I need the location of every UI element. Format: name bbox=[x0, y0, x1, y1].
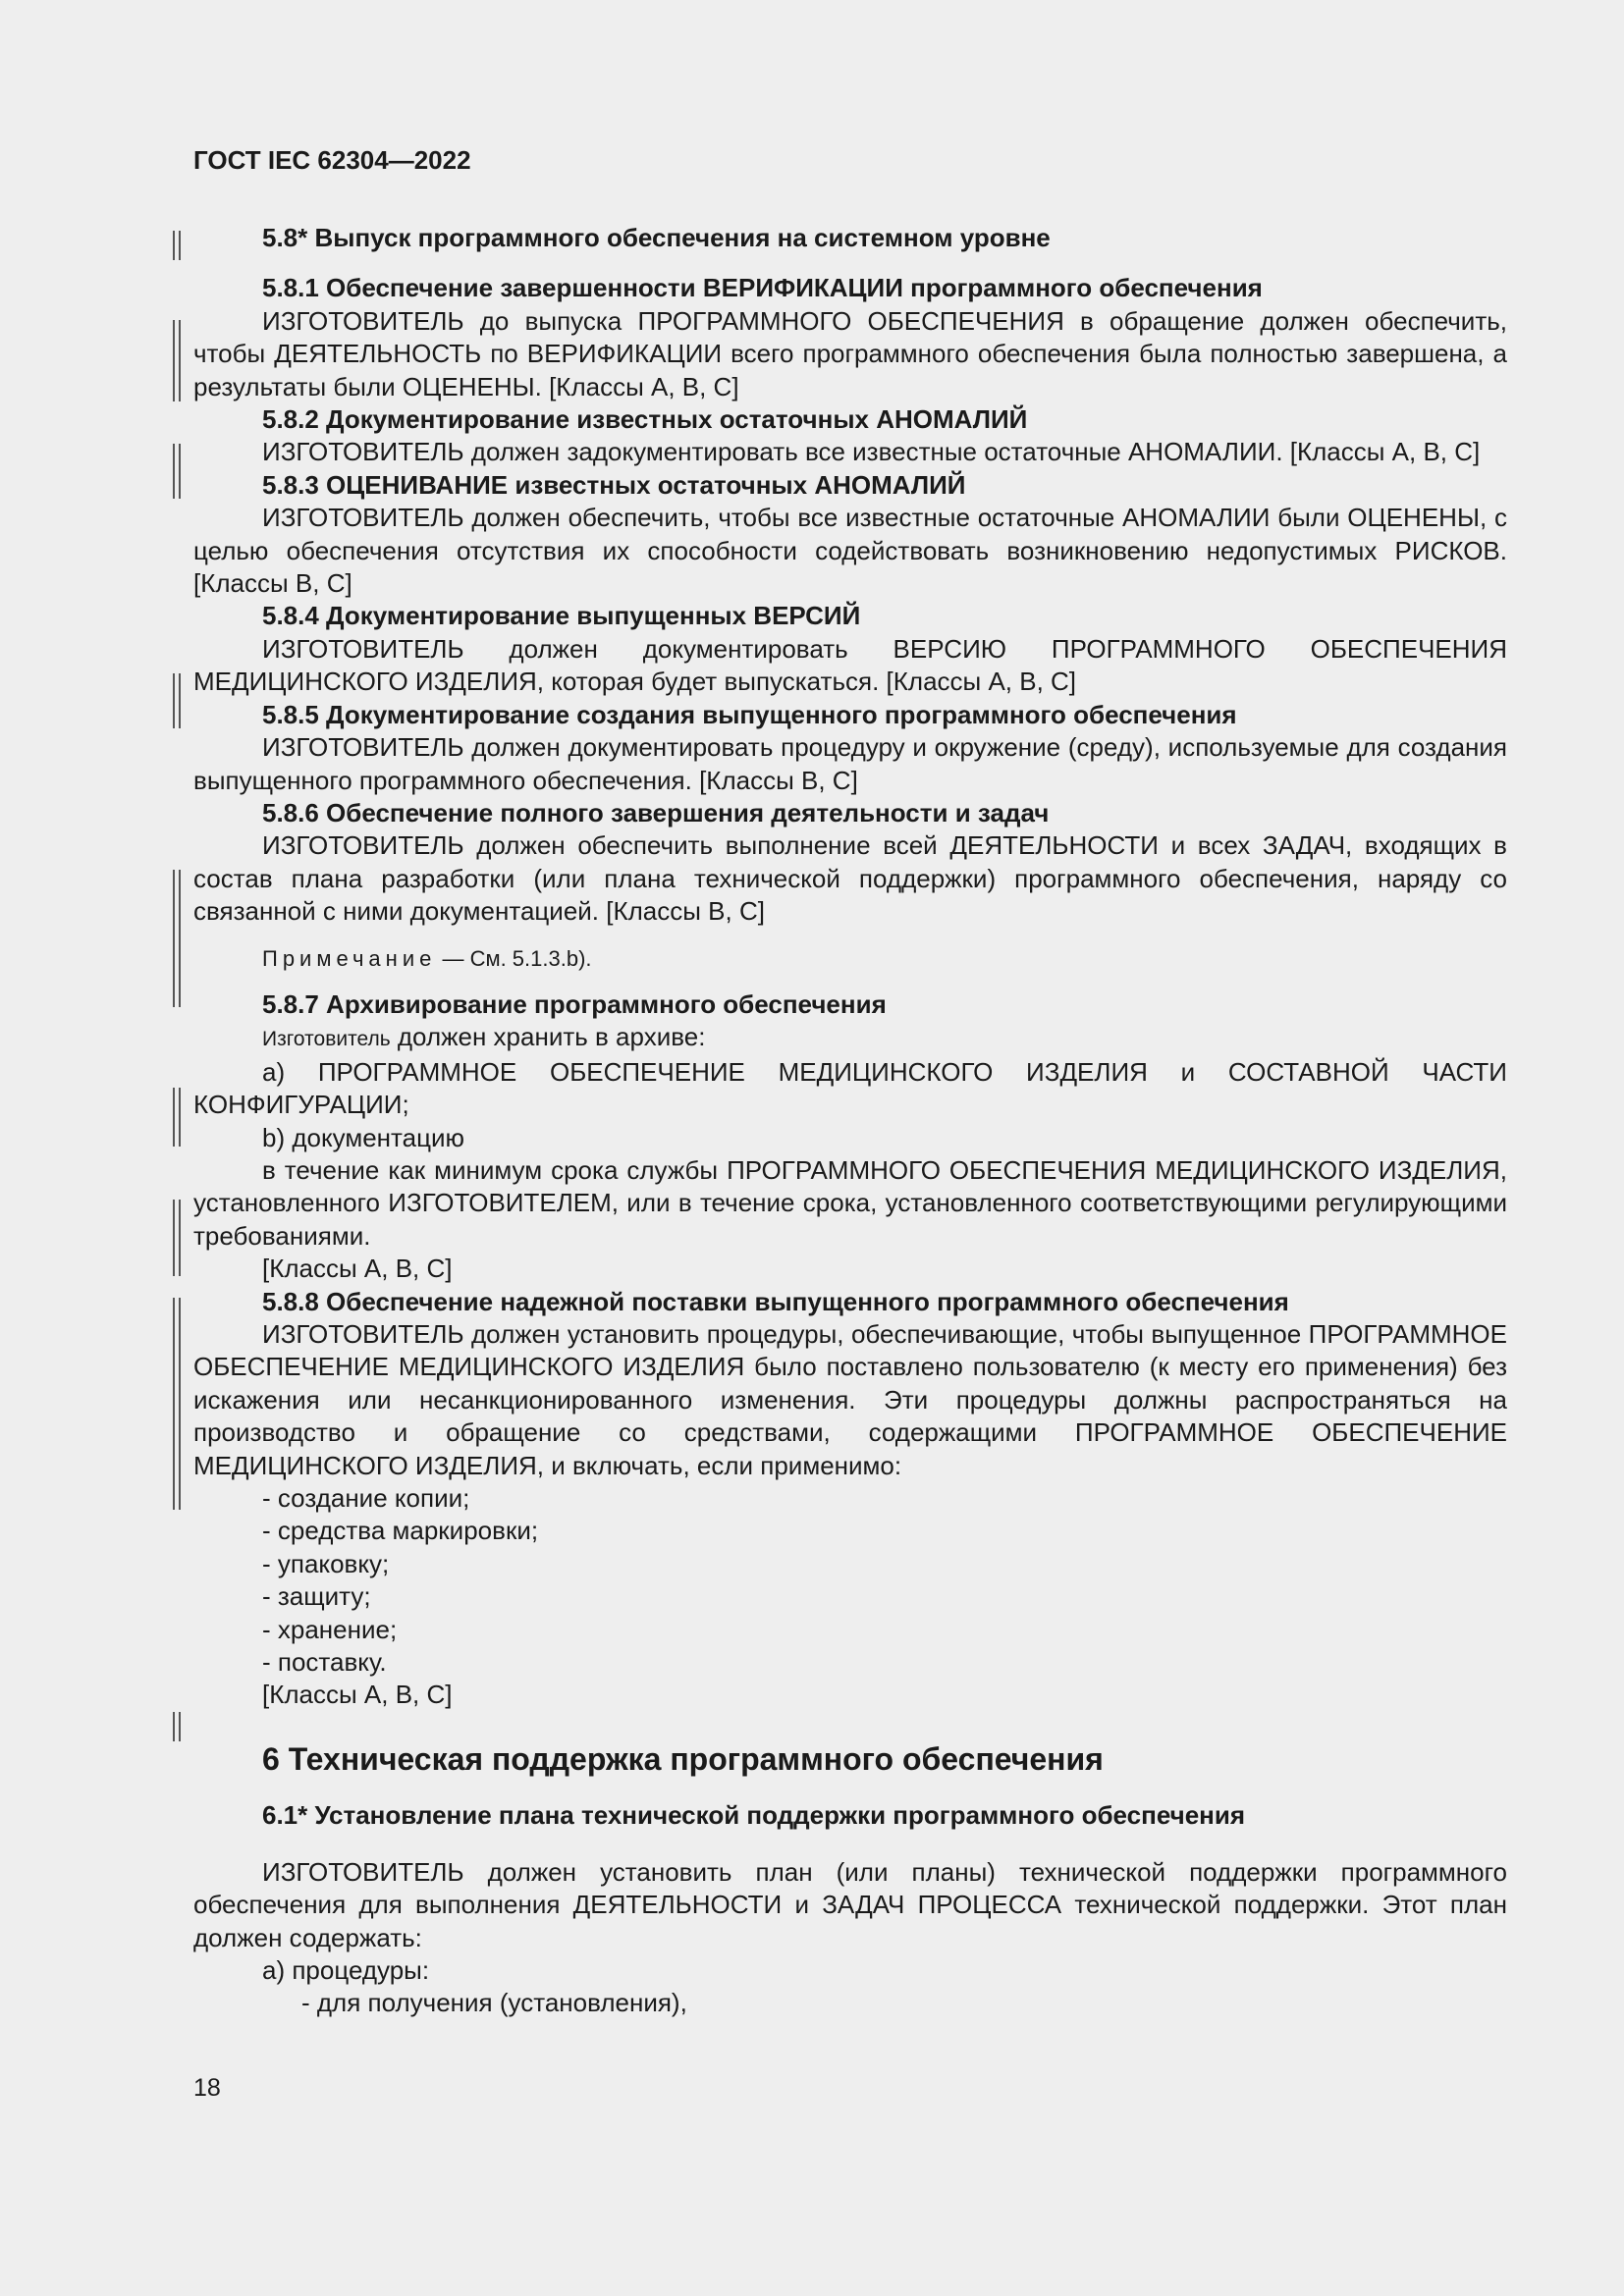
section-5-8-8-classes: [Классы А, В, С] bbox=[262, 1680, 453, 1710]
revision-bar bbox=[173, 444, 183, 499]
document-body bbox=[193, 222, 1507, 2020]
page-number: 18 bbox=[193, 2074, 221, 2102]
list-item-a: a) ПРОГРАММНОЕ ОБЕСПЕЧЕНИЕ МЕДИЦИНСКОГО ИЗДЕЛИЯ и СОСТАВНОЙ ЧАСТИ КОНФИГУРАЦИИ; bbox=[193, 1056, 1507, 1120]
revision-bar bbox=[173, 870, 183, 1007]
list-item: - поставку. bbox=[262, 1647, 387, 1678]
revision-bar bbox=[173, 1298, 183, 1510]
section-5-8-3-heading: 5.8.3 ОЦЕНИВАНИЕ известных остаточных АНОМАЛИЙ bbox=[262, 469, 966, 500]
section-5-8-5-heading: 5.8.5 Документирование создания выпущенного программного обеспечения bbox=[262, 699, 1237, 729]
section-6-heading: 6 Техническая поддержка программного обеспечения bbox=[262, 1740, 1104, 1777]
note-label: Примечание bbox=[262, 945, 437, 971]
section-5-8-6-heading: 5.8.6 Обеспечение полного завершения деятельности и задач bbox=[262, 797, 1050, 828]
section-5-8-6-text: ИЗГОТОВИТЕЛЬ должен обеспечить выполнение всей ДЕЯТЕЛЬНОСТИ и всех ЗАДАЧ, входящих в состав плана разработки (или плана технической поддержки) программного обеспечения, наряду со связанной с ними документацией. [Классы В, С] bbox=[193, 830, 1507, 927]
section-5-8-heading: 5.8* Выпуск программного обеспечения на системном уровне bbox=[262, 223, 1051, 252]
revision-bar bbox=[173, 231, 183, 260]
section-5-8-4-text: ИЗГОТОВИТЕЛЬ должен документировать ВЕРСИЮ ПРОГРАММНОГО ОБЕСПЕЧЕНИЯ МЕДИЦИНСКОГО ИЗДЕЛИЯ, которая будет выпускаться. [Классы А, В, С] bbox=[193, 633, 1507, 697]
section-5-8-7-intro bbox=[193, 1021, 1507, 1055]
revision-bar bbox=[173, 1088, 183, 1147]
section-5-8-3-text: ИЗГОТОВИТЕЛЬ должен обеспечить, чтобы все известные остаточные АНОМАЛИИ были ОЦЕНЕНЫ, с целью обеспечения отсутствия их способности содействовать возникновению недопустимых РИСКОВ. [Классы В, С] bbox=[193, 503, 1507, 599]
revision-bar bbox=[173, 1200, 183, 1276]
list-item-b: b) документацию bbox=[262, 1122, 465, 1152]
section-5-8-4-heading: 5.8.4 Документирование выпущенных ВЕРСИЙ bbox=[262, 601, 861, 631]
list-item: - защиту; bbox=[262, 1581, 371, 1612]
section-5-8-2-heading: 5.8.2 Документирование известных остаточных АНОМАЛИЙ bbox=[262, 404, 1028, 435]
section-5-8-1-text: ИЗГОТОВИТЕЛЬ до выпуска ПРОГРАММНОГО ОБЕСПЕЧЕНИЯ в обращение должен обеспечить, чтобы ДЕЯТЕЛЬНОСТЬ по ВЕРИФИКАЦИИ всего программного обеспечения была полностью завершена, а результаты были ОЦЕНЕНЫ. [Классы А, В, С] bbox=[193, 305, 1507, 401]
intro-smallcaps: Изготовитель bbox=[262, 1028, 391, 1051]
list-item: - создание копии; bbox=[262, 1483, 470, 1514]
section-5-8-7-heading: 5.8.7 Архивирование программного обеспечения bbox=[262, 988, 887, 1019]
document-header: ГОСТ IEC 62304—2022 bbox=[193, 145, 471, 175]
section-5-8-7-text: в течение как минимум срока службы ПРОГРАММНОГО ОБЕСПЕЧЕНИЯ МЕДИЦИНСКОГО ИЗДЕЛИЯ, установленного ИЗГОТОВИТЕЛЕМ, или в течение срока, установленного соответствующими регулирующими требованиями. bbox=[193, 1154, 1507, 1251]
intro-rest: должен хранить в архиве: bbox=[390, 1022, 706, 1052]
list-item: - хранение; bbox=[262, 1614, 398, 1644]
section-6-1-heading: 6.1* Установление плана технической поддержки программного обеспечения bbox=[262, 1800, 1246, 1831]
list-item: - упаковку; bbox=[262, 1548, 390, 1578]
note-text: — См. 5.1.3.b). bbox=[436, 945, 592, 971]
section-5-8-2-text: ИЗГОТОВИТЕЛЬ должен задокументировать все известные остаточные АНОМАЛИИ. [Классы А, В, С] bbox=[262, 437, 1481, 467]
revision-bar bbox=[173, 320, 183, 401]
section-5-8-5-text: ИЗГОТОВИТЕЛЬ должен документировать процедуру и окружение (среду), используемые для создания выпущенного программного обеспечения. [Классы В, С] bbox=[193, 732, 1507, 795]
section-6-1-text: ИЗГОТОВИТЕЛЬ должен установить план (или планы) технической поддержки программного обеспечения для выполнения ДЕЯТЕЛЬНОСТИ и ЗАДАЧ ПРОЦЕССА технической поддержки. Этот план должен содержать: bbox=[193, 1856, 1507, 1952]
note bbox=[193, 942, 1507, 975]
list-item-a: a) процедуры: bbox=[262, 1954, 430, 1985]
revision-bar bbox=[173, 673, 183, 728]
section-5-8-8-text: ИЗГОТОВИТЕЛЬ должен установить процедуры, обеспечивающие, чтобы выпущенное ПРОГРАММНОЕ ОБЕСПЕЧЕНИЕ МЕДИЦИНСКОГО ИЗДЕЛИЯ было поставлено пользователю (к месту его применения) без искажения или несанкционированного изменения. Эти процедуры должны распространяться на производство и обращение со средствами, содержащими ПРОГРАММНОЕ ОБЕСПЕЧЕНИЕ МЕДИЦИНСКОГО ИЗДЕЛИЯ, и включать, если применимо: bbox=[193, 1319, 1507, 1480]
revision-bar bbox=[173, 1712, 183, 1741]
sub-list-item: - для получения (установления), bbox=[301, 1988, 687, 2018]
section-5-8-7-classes: [Классы А, В, С] bbox=[262, 1254, 453, 1284]
list-item: - средства маркировки; bbox=[262, 1516, 539, 1546]
section-5-8-8-heading: 5.8.8 Обеспечение надежной поставки выпущенного программного обеспечения bbox=[262, 1286, 1289, 1316]
section-5-8-1-heading: 5.8.1 Обеспечение завершенности ВЕРИФИКАЦИИ программного обеспечения bbox=[262, 273, 1263, 303]
